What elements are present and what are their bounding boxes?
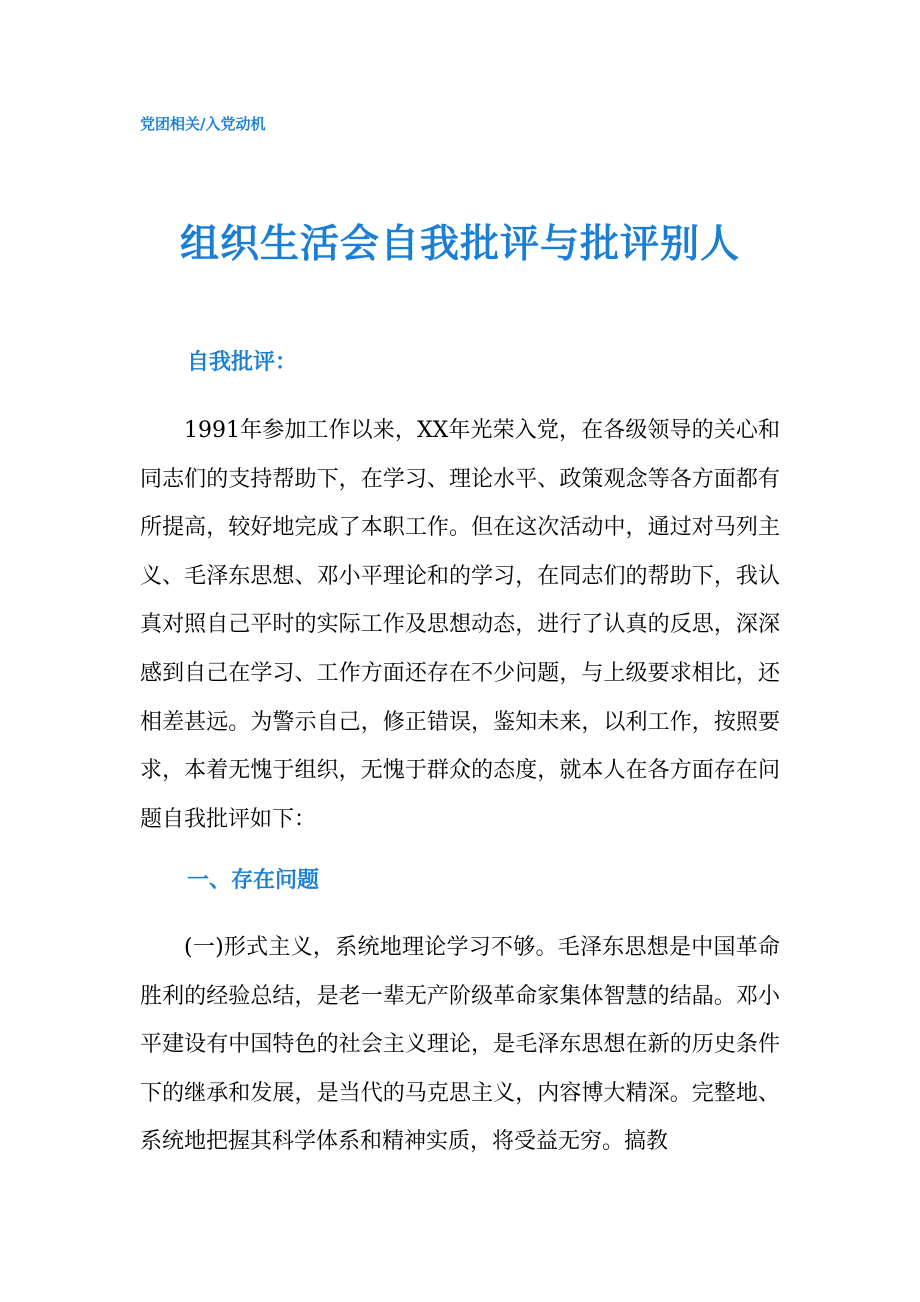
document-title: 组织生活会自我批评与批评别人 — [179, 222, 740, 267]
problems-heading: 一、存在问题 — [187, 868, 320, 893]
problem-1-paragraph: (一)形式主义，系统地理论学习不够。毛泽东思想是中国革命胜利的经验总结，是老一辈无产阶级革命家集体智慧的结晶。邓小平建设有中国特色的社会主义理论，是毛泽东思想在新的历史条件下的继承和发展，是当代的马克思主义，内容博大精深。完整地、系统地把握其科学体系和精神实质，将受益无穷。搞教 — [140, 935, 780, 1155]
category-label: 党团相关/入党动机 — [140, 115, 266, 133]
self-criticism-heading: 自我批评： — [187, 350, 298, 375]
intro-paragraph: 1991年参加工作以来，XX年光荣入党，在各级领导的关心和同志们的支持帮助下，在学习、理论水平、政策观念等各方面都有所提高，较好地完成了本职工作。但在这次活动中，通过对马列主义、毛泽东思想、邓小平理论和的学习，在同志们的帮助下，我认真对照自己平时的实际工作及思想动态，进行了认真的反思，深深感到自己在学习、工作方面还存在不少问题，与上级要求相比，还相差甚远。为警示自己，修正错误，鉴知未来，以利工作，按照要求，本着无愧于组织，无愧于群众的态度，就本人在各方面存在问题自我批评如下： — [140, 418, 780, 832]
